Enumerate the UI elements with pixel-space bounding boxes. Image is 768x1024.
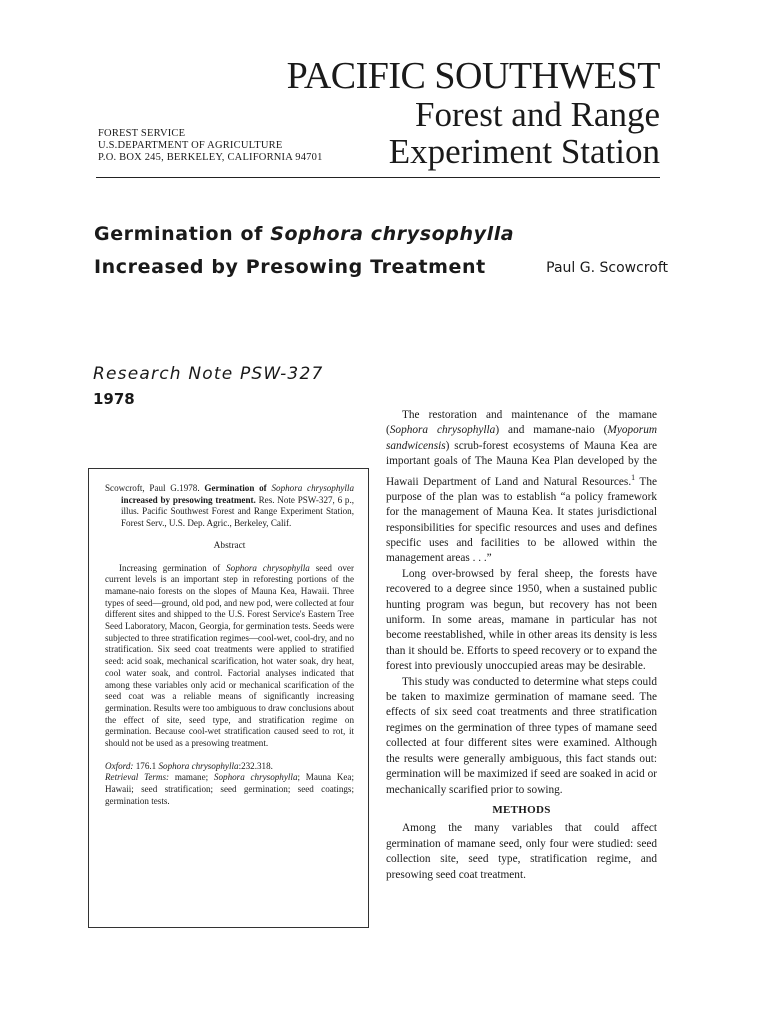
italic-run: Myoporum sandwicensis bbox=[386, 424, 657, 452]
body-paragraph bbox=[386, 821, 657, 883]
text-run: Scowcroft, Paul G. bbox=[105, 483, 180, 493]
text-run: ) scrub-forest ecosystems of Mauna Kea are important goals of The Mauna Kea Plan developed by the Hawaii Department of Land and Natural Resources. bbox=[386, 439, 657, 488]
agency-address bbox=[98, 128, 323, 164]
text-run: Long over-browsed by feral sheep, the forests have recovered to a degree since 1950, when a sustained public hunting program was begun, but recovery has not been uniform. In some areas, mamane in particular has not become reestablished, while in other areas its density is less than it should be. Efforts to speed recovery or to expand the forest into previously unoccupied areas may be desirable. bbox=[386, 567, 657, 673]
text-run: :232.318. bbox=[238, 760, 273, 771]
author-name: Paul G. Scowcroft bbox=[546, 260, 668, 276]
citation-text bbox=[105, 483, 354, 530]
body-paragraph bbox=[386, 567, 657, 675]
abstract-text bbox=[105, 563, 354, 750]
text-run: increased by presowing treatment. bbox=[121, 494, 256, 505]
text-run: The purpose of the plan was to establish “a policy framework for the management of Mauna Kea. It states jurisdictional responsibilities for specific resources and uses and defines specific uses and facilities to be allowed within the management areas . . .” bbox=[386, 475, 657, 565]
body-column bbox=[386, 408, 657, 883]
text-run: ; Mauna Kea; Hawaii; seed stratification; seed germination; seed coatings; germination tests. bbox=[105, 772, 354, 806]
title-text: Germination of bbox=[94, 223, 271, 245]
text-run: 1978. bbox=[179, 483, 205, 493]
italic-run: Sophora chrysophylla bbox=[271, 483, 355, 493]
text-run: Among the many variables that could affect germination of mamane seed, only four were studied: seed collection site, seed type, stratification regime, and presowing seed coat treatment. bbox=[386, 822, 657, 881]
text-run: The restoration and maintenance of the mamane ( bbox=[386, 409, 657, 437]
abstract-box bbox=[88, 468, 369, 928]
abstract-heading: Abstract bbox=[213, 540, 246, 551]
text-run: 176.1 bbox=[133, 760, 159, 771]
text-run: ) and mamane-naio ( bbox=[495, 424, 608, 437]
agency-line: P.O. BOX 245, BERKELEY, CALIFORNIA 94701 bbox=[98, 152, 323, 163]
title-species: Sophora chrysophylla bbox=[270, 223, 515, 245]
text-run: Germination of bbox=[204, 483, 272, 493]
italic-run: Sophora chrysophylla bbox=[213, 772, 298, 783]
paper-title-line1 bbox=[94, 223, 514, 245]
text-run: Res. Note PSW-327, 6 p., illus. Pacific Southwest Forest and Range Experiment Station, Forest Serv., U.S. Dep. Agric., Berkeley, Calif. bbox=[121, 494, 354, 529]
text-run: seed over current levels is an important step in reforesting portions of the mamane-naio forests on the slopes of Mauna Kea, Hawaii. Three types of seed—ground, old pod, and new pod, were collected at four different sites and shipped to the U.S. Forest Service's Eastern Tree Seed Laboratory, Macon, Georgia, for germination tests. Seeds were subjected to three stratification regimes—cool-wet, cool-dry, and no stratification. Six seed coat treatments were applied to stratified seed: acid soak, mechanical scarification, hot water soak, dry heat, cool water soak, and control. Factorial analyses indicated that among these variables only acid or mechanical scarification of the seed coat was a reliable means of significantly increasing germination. Results were too ambiguous to draw conclusions about the effect of site, seed type, and stratification regime on germination. Because cool-wet stratification caused seed to rot, it should not be used as a presowing treatment. bbox=[105, 562, 354, 749]
agency-line: FOREST SERVICE bbox=[98, 128, 186, 139]
retrieval-terms bbox=[105, 772, 354, 807]
paper-title-line2: Increased by Presowing Treatment bbox=[94, 256, 486, 278]
body-paragraph bbox=[386, 408, 657, 567]
italic-run: Oxford: bbox=[105, 760, 134, 771]
org-name-line2: Forest and Range bbox=[415, 95, 660, 134]
series-label: Research Note PSW-327 bbox=[93, 364, 324, 384]
italic-run: Retrieval Terms: bbox=[105, 772, 170, 783]
body-paragraph bbox=[386, 675, 657, 798]
header-rule bbox=[96, 177, 660, 178]
publication-year: 1978 bbox=[93, 390, 135, 408]
org-name: PACIFIC SOUTHWEST bbox=[286, 55, 660, 97]
citation bbox=[105, 483, 354, 530]
italic-run: Sophora chrysophylla bbox=[158, 760, 239, 771]
italic-run: Sophora chrysophylla bbox=[226, 562, 310, 573]
oxford-index bbox=[105, 761, 354, 773]
italic-run: Sophora chrysophylla bbox=[389, 424, 496, 437]
text-run: This study was conducted to determine what steps could be taken to maximize germination of mamane seed. The effects of six seed coat treatments and three stratification regimes on the germination of three types of mamane seed collected at four different sites were examined. Although the results were generally ambiguous, this fact stands out: germination will be maximized if seed are soaked in acid or mechanically scarified prior to sowing. bbox=[386, 675, 657, 796]
index-terms bbox=[105, 761, 354, 808]
text-run: Increasing germination of bbox=[119, 562, 227, 573]
org-name-line3: Experiment Station bbox=[388, 132, 660, 171]
footnote-ref: 1 bbox=[631, 472, 636, 482]
agency-line: U.S.DEPARTMENT OF AGRICULTURE bbox=[98, 140, 283, 151]
text-run: mamane; bbox=[169, 772, 214, 783]
section-heading-methods: METHODS bbox=[492, 803, 551, 816]
